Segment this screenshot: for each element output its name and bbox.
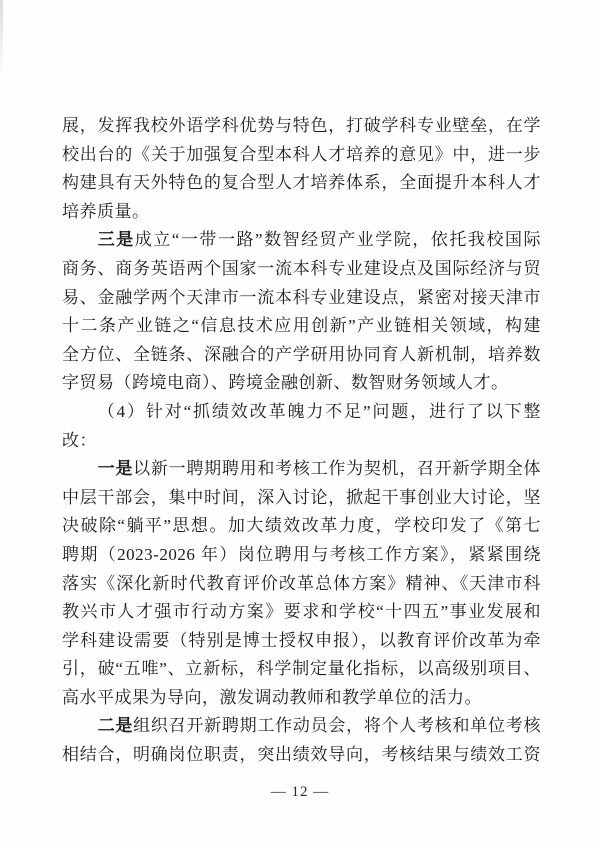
bold-lead-in: 三是 [97,230,135,250]
text-line: 中层干部会，集中时间，深入讨论，掀起干事创业大讨论，坚 [62,487,541,507]
page-number: — 12 — [270,784,330,800]
text-line: 教兴市人才强市行动方案》要求和学校“十四五”事业发展和 [62,602,541,622]
text-line: 高水平成果为导向，激发调动教师和教学单位的活力。 [62,687,482,707]
text-line: 三是成立“一带一路”数智经贸产业学院，依托我校国际 [97,230,541,250]
text-line: （4）针对“抓绩效改革魄力不足”问题，进行了以下整 [97,401,541,421]
text-line: 全方位、全链条、深融合的产学研用协同育人新机制，培养数 [62,344,541,364]
text-line: 十二条产业链之“信息技术应用创新”产业链相关领域，构建 [62,316,541,336]
text-line: 落实《深化新时代教育评价改革总体方案》精神、《天津市科 [62,573,541,593]
body-text [62,112,541,770]
text-line: 商务、商务英语两个国家一流本科专业建设点及国际经济与贸 [62,258,541,278]
text-line: 构建具有天外特色的复合型人才培养体系，全面提升本科人才 [62,173,541,193]
text-line: 聘期（2023-2026 年）岗位聘用与考核工作方案》，紧紧围绕 [62,544,541,564]
text-line: 字贸易（跨境电商）、跨境金融创新、数智财务领域人才。 [62,373,509,393]
text-line: 引，破“五唯”、立新标，科学制定量化指标，以高级别项目、 [62,659,541,679]
scan-edge-artifact [0,0,3,80]
text-line: 相结合，明确岗位职责，突出绩效导向，考核结果与绩效工资 [62,745,541,765]
bold-lead-in: 二是 [97,716,134,736]
text-line: 二是组织召开新聘期工作动员会，将个人考核和单位考核 [97,716,541,736]
text-line: 易、金融学两个天津市一流本科专业建设点，紧密对接天津市 [62,287,541,307]
text-line: 决破除“躺平”思想。加大绩效改革力度，学校印发了《第七 [62,516,541,536]
text-line: 展，发挥我校外语学科优势与特色，打破学科专业壁垒，在学 [62,116,541,135]
text-line: 改： [62,430,97,450]
bold-lead-in: 一是 [97,459,134,479]
text-line: 校出台的《关于加强复合型本科人才培养的意见》中，进一步 [62,144,541,164]
text-line: 一是以新一聘期聘用和考核工作为契机，召开新学期全体 [97,459,541,479]
text-line: 学科建设需要（特别是博士授权申报），以教育评价改革为牵 [62,630,541,650]
text-line: 培养质量。 [62,201,150,221]
